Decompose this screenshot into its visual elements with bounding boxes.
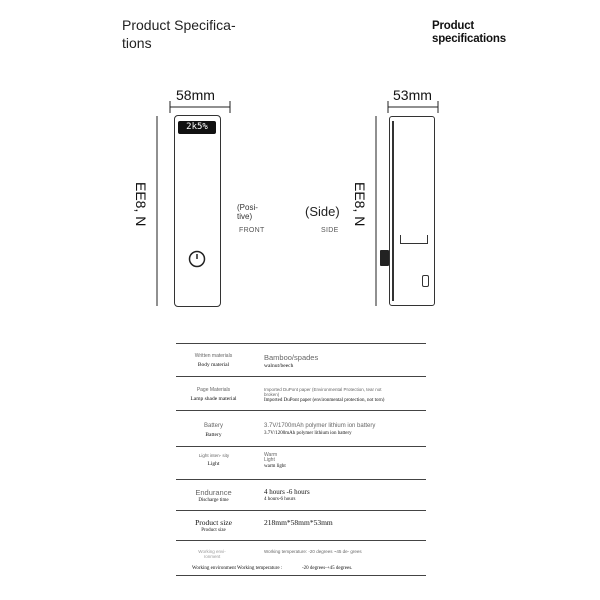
row-en-value: Imported DuPont paper (Environmental Protection, tear not broken)	[264, 387, 382, 397]
front-height-dimension-line	[150, 112, 164, 312]
row-en-value: Bamboo/spades	[264, 353, 319, 362]
side-height-dimension-line	[369, 112, 383, 312]
title-left-line2: tions	[122, 35, 152, 51]
side-caption: SIDE	[321, 227, 339, 234]
side-edge-line	[392, 121, 394, 301]
row-value: 3.7V/1200mAh polymer lithium ion battery	[264, 431, 352, 436]
title-right-line2: specifications	[432, 33, 506, 45]
front-height-label: EE8, N	[133, 182, 149, 227]
row-en-label: Light inten- sity	[198, 453, 230, 458]
side-height-label: EE8, N	[352, 182, 368, 227]
row-label: Working environment Working temperature :	[192, 566, 283, 571]
row-en-value: Warm Light	[264, 452, 278, 463]
front-width-dimension-line	[166, 100, 236, 114]
side-width-label: 53mm	[393, 87, 432, 103]
front-caption: FRONT	[239, 227, 265, 234]
row-value: Imported DuPont paper (environmental protection, not torn)	[264, 398, 385, 403]
row-en-value: 3.7V/1700mAh polymer lithium ion battery	[264, 423, 376, 429]
front-width-label: 58mm	[176, 87, 215, 103]
title-left-line1: Product Specifica-	[122, 17, 236, 33]
front-label-line1: (Posi-	[237, 203, 258, 212]
row-label: Discharge time	[198, 498, 229, 503]
side-switch-button[interactable]	[380, 250, 389, 266]
power-button-icon[interactable]	[187, 249, 207, 269]
page-title-right	[432, 20, 522, 46]
row-value: -20 degrees-+45 degrees.	[302, 566, 353, 571]
row-value: warm light	[264, 464, 286, 469]
row-value: walnut/beech	[264, 363, 294, 369]
side-label: (Side)	[305, 204, 340, 219]
row-en-label: Product size	[195, 518, 232, 527]
front-label	[237, 203, 258, 221]
row-en-value: Working temperature: -20 degrees ~45 de- grees	[264, 549, 362, 554]
row-label: Battery	[205, 432, 222, 438]
row-label: Body material	[197, 362, 230, 368]
front-device-body	[174, 115, 221, 307]
side-device-body	[389, 116, 435, 306]
row-label: Lamp shade material	[190, 396, 237, 402]
page-title-left	[122, 16, 242, 52]
row-en-label: Battery	[203, 423, 223, 429]
row-en-label: Working envi- ronment	[198, 549, 226, 559]
row-en-value: 218mm*58mm*53mm	[264, 518, 333, 527]
row-label: Light	[207, 461, 220, 467]
side-shade-bottom	[400, 235, 428, 244]
front-label-line2: tive)	[237, 212, 253, 221]
row-en-label: Endurance	[195, 488, 232, 497]
side-width-dimension-line	[384, 100, 444, 114]
title-right-line1: Product	[432, 20, 475, 32]
row-value: 4 hours-6 hours	[264, 497, 296, 502]
row-en-label: Written materials	[194, 353, 233, 359]
row-label: Product size	[201, 528, 226, 533]
side-port	[422, 275, 429, 287]
front-display: 2k5%	[178, 121, 216, 134]
row-en-label: Page Materials	[196, 387, 231, 393]
row-en-value: 4 hours -6 hours	[264, 488, 310, 496]
